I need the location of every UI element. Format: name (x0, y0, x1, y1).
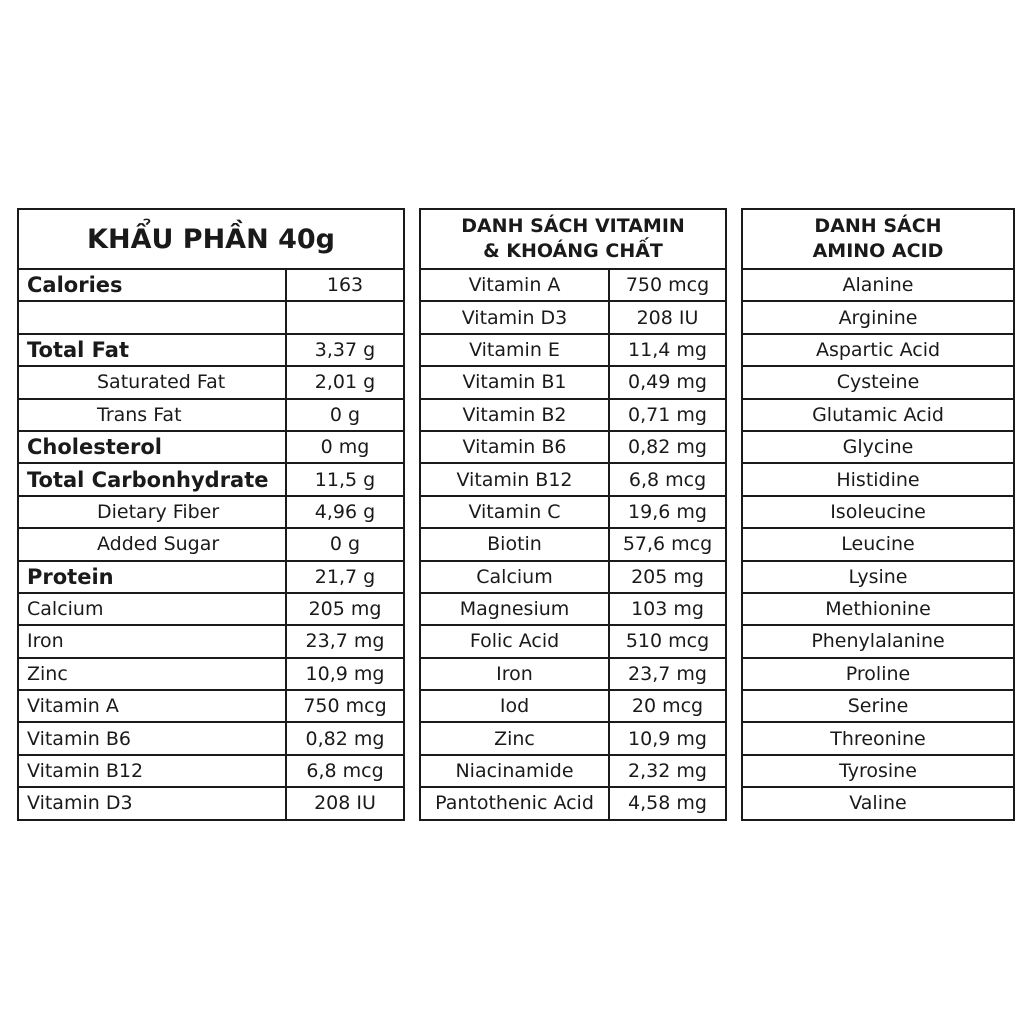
vitamin-value: 6,8 mcg (609, 463, 726, 495)
nutrient-name: Trans Fat (18, 399, 286, 431)
amino-acid-name: Glutamic Acid (742, 399, 1014, 431)
nutrient-value: 205 mg (286, 593, 404, 625)
amino-row (742, 496, 1014, 528)
vitamin-value: 0,71 mg (609, 399, 726, 431)
vitamin-title-line2: & KHOÁNG CHẤT (483, 240, 663, 262)
vitamin-row (420, 787, 726, 819)
serving-row (18, 528, 404, 560)
nutrient-value: 163 (286, 269, 404, 301)
amino-row (742, 269, 1014, 301)
nutrient-name: Vitamin B6 (18, 722, 286, 754)
vitamin-row (420, 625, 726, 657)
vitamin-name: Iron (420, 658, 609, 690)
vitamin-value: 208 IU (609, 301, 726, 333)
vitamin-value: 23,7 mg (609, 658, 726, 690)
nutrient-value: 4,96 g (286, 496, 404, 528)
amino-acid-name: Threonine (742, 722, 1014, 754)
amino-acid-name: Serine (742, 690, 1014, 722)
amino-acid-name: Arginine (742, 301, 1014, 333)
serving-row (18, 787, 404, 819)
amino-acid-name: Tyrosine (742, 755, 1014, 787)
vitamin-name: Biotin (420, 528, 609, 560)
vitamin-value: 750 mcg (609, 269, 726, 301)
nutrient-value: 11,5 g (286, 463, 404, 495)
serving-row (18, 593, 404, 625)
serving-row (18, 722, 404, 754)
vitamin-row (420, 269, 726, 301)
nutrient-name: Vitamin A (18, 690, 286, 722)
amino-row (742, 787, 1014, 819)
amino-row (742, 755, 1014, 787)
amino-row (742, 301, 1014, 333)
nutrient-name: Total Fat (18, 334, 286, 366)
amino-row (742, 593, 1014, 625)
amino-acid-name: Valine (742, 787, 1014, 819)
amino-row (742, 625, 1014, 657)
vitamin-header-row (420, 209, 726, 269)
serving-row (18, 625, 404, 657)
serving-row (18, 301, 404, 333)
amino-row (742, 399, 1014, 431)
serving-row (18, 690, 404, 722)
amino-acid-name: Methionine (742, 593, 1014, 625)
amino-acid-name: Proline (742, 658, 1014, 690)
vitamin-value: 57,6 mcg (609, 528, 726, 560)
vitamin-name: Vitamin E (420, 334, 609, 366)
serving-header-row (18, 209, 404, 269)
nutrient-name: Saturated Fat (18, 366, 286, 398)
vitamin-row (420, 722, 726, 754)
vitamin-row (420, 399, 726, 431)
amino-row (742, 463, 1014, 495)
serving-row (18, 658, 404, 690)
amino-table-title (742, 209, 1014, 269)
nutrient-name: Zinc (18, 658, 286, 690)
vitamin-name: Calcium (420, 561, 609, 593)
vitamin-title-line1: DANH SÁCH VITAMIN (461, 215, 685, 237)
vitamin-name: Vitamin B12 (420, 463, 609, 495)
vitamin-value: 10,9 mg (609, 722, 726, 754)
nutrient-value: 0 mg (286, 431, 404, 463)
nutrient-value: 208 IU (286, 787, 404, 819)
vitamin-row (420, 366, 726, 398)
vitamin-value: 510 mcg (609, 625, 726, 657)
vitamin-name: Pantothenic Acid (420, 787, 609, 819)
vitamin-value: 2,32 mg (609, 755, 726, 787)
vitamin-name: Niacinamide (420, 755, 609, 787)
amino-header-row (742, 209, 1014, 269)
vitamin-value: 20 mcg (609, 690, 726, 722)
nutrient-name: Cholesterol (18, 431, 286, 463)
vitamin-name: Zinc (420, 722, 609, 754)
vitamin-name: Vitamin A (420, 269, 609, 301)
nutrient-name: Vitamin B12 (18, 755, 286, 787)
vitamin-row (420, 755, 726, 787)
vitamin-name: Vitamin B2 (420, 399, 609, 431)
vitamin-name: Vitamin B1 (420, 366, 609, 398)
serving-row (18, 269, 404, 301)
nutrient-value: 21,7 g (286, 561, 404, 593)
serving-row (18, 561, 404, 593)
nutrient-name: Dietary Fiber (18, 496, 286, 528)
amino-row (742, 561, 1014, 593)
vitamin-row (420, 658, 726, 690)
serving-row (18, 334, 404, 366)
serving-table (17, 208, 405, 821)
serving-row (18, 496, 404, 528)
serving-row (18, 431, 404, 463)
vitamin-name: Vitamin B6 (420, 431, 609, 463)
amino-acid-name: Leucine (742, 528, 1014, 560)
vitamin-mineral-table (419, 208, 727, 821)
amino-acid-table (741, 208, 1015, 821)
nutrient-name: Iron (18, 625, 286, 657)
amino-acid-name: Phenylalanine (742, 625, 1014, 657)
amino-title-line1: DANH SÁCH (814, 215, 942, 237)
amino-acid-name: Alanine (742, 269, 1014, 301)
amino-row (742, 334, 1014, 366)
amino-row (742, 528, 1014, 560)
vitamin-row (420, 496, 726, 528)
serving-row (18, 755, 404, 787)
nutrient-value: 2,01 g (286, 366, 404, 398)
serving-row (18, 366, 404, 398)
vitamin-table-title (420, 209, 726, 269)
nutrient-name: Calories (18, 269, 286, 301)
vitamin-value: 4,58 mg (609, 787, 726, 819)
vitamin-row (420, 528, 726, 560)
nutrient-value: 0,82 mg (286, 722, 404, 754)
nutrient-value: 750 mcg (286, 690, 404, 722)
nutrient-value (286, 301, 404, 333)
amino-acid-name: Histidine (742, 463, 1014, 495)
nutrient-value: 3,37 g (286, 334, 404, 366)
nutrient-name: Total Carbonhydrate (18, 463, 286, 495)
vitamin-name: Folic Acid (420, 625, 609, 657)
amino-row (742, 366, 1014, 398)
nutrient-value: 23,7 mg (286, 625, 404, 657)
vitamin-row (420, 301, 726, 333)
vitamin-name: Iod (420, 690, 609, 722)
vitamin-value: 103 mg (609, 593, 726, 625)
nutrient-value: 0 g (286, 528, 404, 560)
vitamin-name: Magnesium (420, 593, 609, 625)
amino-acid-name: Glycine (742, 431, 1014, 463)
vitamin-row (420, 334, 726, 366)
vitamin-row (420, 593, 726, 625)
vitamin-name: Vitamin C (420, 496, 609, 528)
vitamin-value: 0,49 mg (609, 366, 726, 398)
nutrient-name: Vitamin D3 (18, 787, 286, 819)
amino-title-line2: AMINO ACID (812, 240, 944, 262)
amino-acid-name: Isoleucine (742, 496, 1014, 528)
amino-row (742, 431, 1014, 463)
amino-acid-name: Lysine (742, 561, 1014, 593)
nutrient-name: Added Sugar (18, 528, 286, 560)
vitamin-row (420, 561, 726, 593)
amino-row (742, 722, 1014, 754)
vitamin-row (420, 463, 726, 495)
amino-row (742, 658, 1014, 690)
vitamin-value: 19,6 mg (609, 496, 726, 528)
vitamin-value: 0,82 mg (609, 431, 726, 463)
nutrient-name: Protein (18, 561, 286, 593)
vitamin-row (420, 431, 726, 463)
serving-row (18, 463, 404, 495)
amino-row (742, 690, 1014, 722)
nutrient-name: Calcium (18, 593, 286, 625)
vitamin-row (420, 690, 726, 722)
nutrient-value: 6,8 mcg (286, 755, 404, 787)
amino-acid-name: Aspartic Acid (742, 334, 1014, 366)
nutrient-name (18, 301, 286, 333)
vitamin-value: 205 mg (609, 561, 726, 593)
amino-acid-name: Cysteine (742, 366, 1014, 398)
nutrient-value: 10,9 mg (286, 658, 404, 690)
vitamin-value: 11,4 mg (609, 334, 726, 366)
serving-row (18, 399, 404, 431)
serving-title: KHẨU PHẦN 40g (18, 209, 404, 269)
vitamin-name: Vitamin D3 (420, 301, 609, 333)
nutrient-value: 0 g (286, 399, 404, 431)
